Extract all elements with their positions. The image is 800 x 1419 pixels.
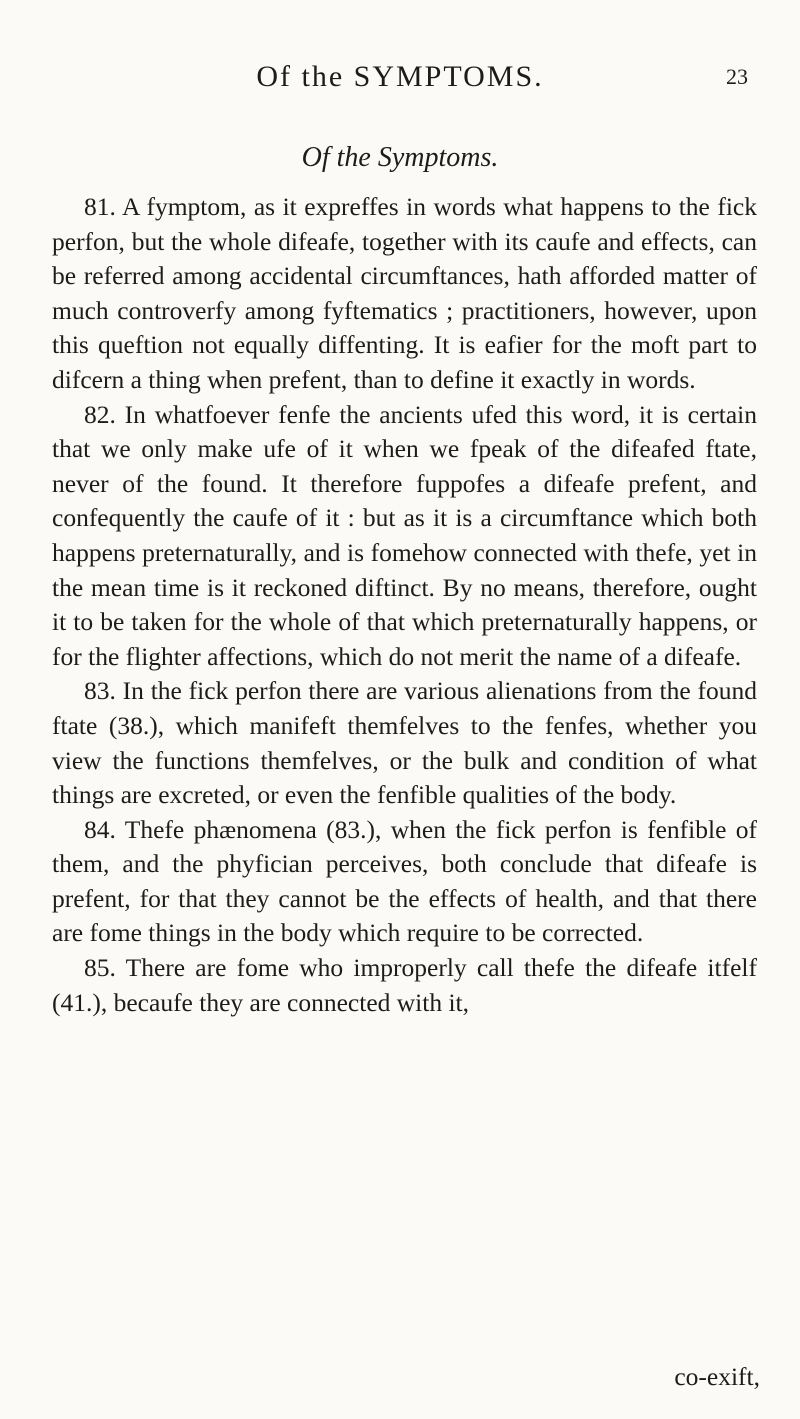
paragraph-84: 84. Thefe phænomena (83.), when the fick perfon is fenfible of them, and the phyfician perceives, both conclude that difeafe is prefent, for that they cannot be the effects of health, and that there are fome things in the body which require to be corrected. (52, 814, 757, 948)
body-text (52, 190, 757, 1020)
paragraph-83: 83. In the fick perfon there are various alienations from the found ftate (38.), which manifeft themfelves to the fenfes, whether you view the functions themfelves, or the bulk and condition of what things are excreted, or even the fenfible qualities of the body. (52, 676, 757, 810)
paragraph-82: 82. In whatfoever fenfe the ancients ufed this word, it is certain that we only make ufe of it when we fpeak of the difeafed ftate, never of the found. It therefore fuppofes a difeafe prefent, and confequently the caufe of it : but as it is a circumftance which both happens preternaturally, and is fomehow connected with thefe, yet in the mean time is it reckoned diftinct. By no means, therefore, ought it to be taken for the whole of that which preternaturally happens, or for the flighter affections, which do not merit the name of a difeafe. (52, 399, 757, 671)
running-title: Of the SYMPTOMS. (256, 60, 544, 93)
paragraph-85: 85. There are fome who improperly call thefe the difeafe itfelf (41.), becaufe they are connected with it, (52, 953, 757, 1017)
page-number: 23 (726, 64, 748, 89)
running-head (0, 60, 800, 100)
section-heading: Of the Symptoms. (301, 142, 499, 173)
catchword: co-exift, (674, 1362, 760, 1391)
paragraph-81: 81. A fymptom, as it expreffes in words what happens to the fick perfon, but the whole difeafe, together with its caufe and effects, can be referred among accidental circumftances, hath afforded matter of much controverfy among fyftematics ; practitioners, however, upon this queftion not equally diffenting. It is eafier for the moft part to difcern a thing when prefent, than to define it exactly in words. (52, 192, 757, 394)
